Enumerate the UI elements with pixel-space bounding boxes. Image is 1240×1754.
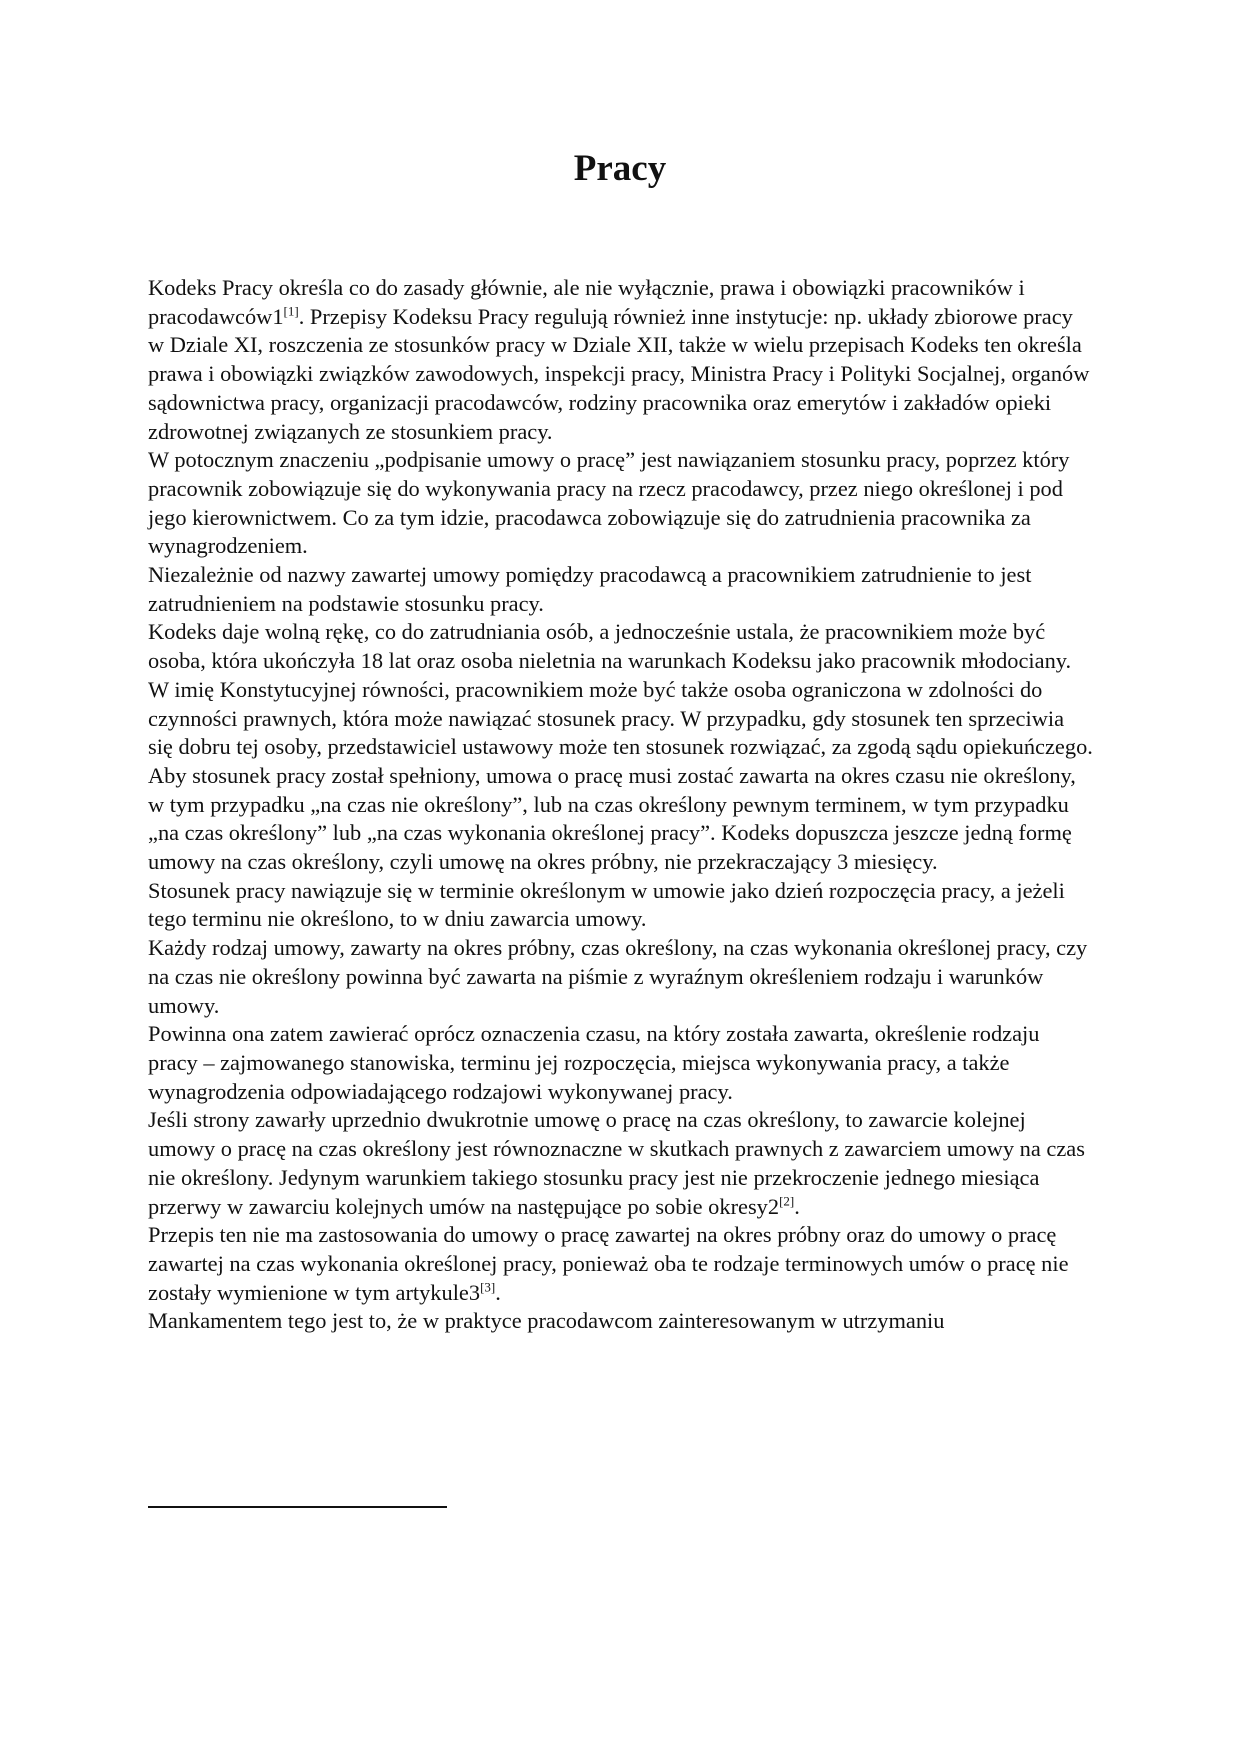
paragraph [148, 618, 1094, 675]
paragraph-text: Stosunek pracy nawiązuje się w terminie określonym w umowie jako dzień rozpoczęcia pracy, a jeżeli tego terminu nie określono, to w dniu zawarcia umowy. [148, 877, 1065, 932]
footnote-reference[interactable]: [2] [779, 1193, 795, 1209]
paragraph-text: W imię Konstytucyjnej równości, pracownikiem może być także osoba ograniczona w zdolności do czynności prawnych, która może nawiązać stosunek pracy. W przypadku, gdy stosunek ten sprzeciwia się dobru tej osoby, przedstawiciel ustawowy może ten stosunek rozwiązać, za zgodą sądu opiekuńczego. [148, 676, 1093, 760]
paragraph [148, 934, 1094, 1020]
paragraph-text: Powinna ona zatem zawierać oprócz oznaczenia czasu, na który została zawarta, określenie rodzaju pracy – zajmowanego stanowiska, terminu jej rozpoczęcia, miejsca wykonywania pracy, a także wynagrodzenia odpowiadającego rodzajowi wykonywanej pracy. [148, 1021, 1040, 1104]
paragraph-text: . [495, 1279, 501, 1305]
paragraph [148, 762, 1094, 877]
paragraph-text: Kodeks daje wolną rękę, co do zatrudniania osób, a jednocześnie ustala, że pracownikiem może być osoba, która ukończyła 18 lat oraz osoba nieletnia na warunkach Kodeksu jako pracownik młodociany. [148, 619, 1072, 674]
paragraph [148, 446, 1094, 561]
paragraph-text: Jeśli strony zawarły uprzednio dwukrotnie umowę o pracę na czas określony, to zawarcie kolejnej umowy o pracę na czas określony jest równoznaczne w skutkach prawnych z zawarciem umowy na czas nie określony. Jedynym warunkiem takiego stosunku pracy jest nie przekroczenie jednego miesiąca przerwy w zawarciu kolejnych umów na następujące po sobie okresy2 [148, 1107, 1085, 1219]
paragraph [148, 1307, 1094, 1336]
paragraph-text: Każdy rodzaj umowy, zawarty na okres próbny, czas określony, na czas wykonania określonej pracy, czy na czas nie określony powinna być zawarta na piśmie z wyraźnym określeniem rodzaju i warunków umowy. [148, 935, 1088, 1018]
paragraph-text: . [794, 1193, 800, 1219]
paragraph-text: Przepis ten nie ma zastosowania do umowy o pracę zawartej na okres próbny oraz do umowy o pracę zawartej na czas wykonania określonej pracy, ponieważ oba te rodzaje terminowych umów o pracę nie zostały wymienione w tym artykule3 [148, 1222, 1069, 1305]
document-title: Pracy [573, 148, 667, 189]
paragraph [148, 561, 1094, 618]
paragraph-text: Niezależnie od nazwy zawartej umowy pomiędzy pracodawcą a pracownikiem zatrudnienie to jest zatrudnieniem na podstawie stosunku pracy. [148, 562, 1032, 616]
paragraph-text: W potocznym znaczeniu „podpisanie umowy o pracę” jest nawiązaniem stosunku pracy, poprzez który pracownik zobowiązuje się do wykonywania pracy na rzecz pracodawcy, przez niego określonej i pod jego kierownictwem. Co za tym idzie, pracodawca zobowiązuje się do zatrudnienia pracownika za wynagrodzeniem. [148, 447, 1070, 559]
footnote-separator [148, 1506, 447, 1508]
paragraph [148, 1106, 1094, 1221]
footnote-reference[interactable]: [3] [480, 1279, 496, 1295]
paragraph [148, 877, 1094, 934]
paragraph-text: Kodeks Pracy określa co do zasady głównie, ale nie wyłącznie, prawa i obowiązki pracowników i pracodawców1 [148, 275, 1025, 329]
paragraph-text: Aby stosunek pracy został spełniony, umowa o pracę musi zostać zawarta na okres czasu nie określony, w tym przypadku „na czas nie określony”, lub na czas określony pewnym terminem, w tym przypadku „na czas określony” lub „na czas wykonania określonej pracy”. Kodeks dopuszcza jeszcze jedną formę umowy na czas określony, czyli umowę na okres próbny, nie przekraczający 3 miesięcy. [148, 762, 1076, 875]
document-body [148, 274, 1094, 1336]
paragraph [148, 676, 1094, 762]
footnote-reference[interactable]: [1] [283, 303, 299, 319]
paragraph [148, 274, 1094, 446]
paragraph [148, 1221, 1094, 1307]
paragraph-text: Mankamentem tego jest to, że w praktyce pracodawcom zainteresowanym w utrzymaniu [148, 1308, 945, 1334]
paragraph-text: . Przepisy Kodeksu Pracy regulują również inne instytucje: np. układy zbiorowe pracy w Dziale XI, roszczenia ze stosunków pracy w Dziale XII, także w wielu przepisach Kodeks ten określa prawa i obowiązki związków zawodowych, inspekcji pracy, Ministra Pracy i Polityki Socjalnej, organów sądownictwa pracy, organizacji pracodawców, rodziny pracownika oraz emerytów i zakładów opieki zdrowotnej związanych ze stosunkiem pracy. [148, 303, 1090, 444]
paragraph [148, 1020, 1094, 1106]
